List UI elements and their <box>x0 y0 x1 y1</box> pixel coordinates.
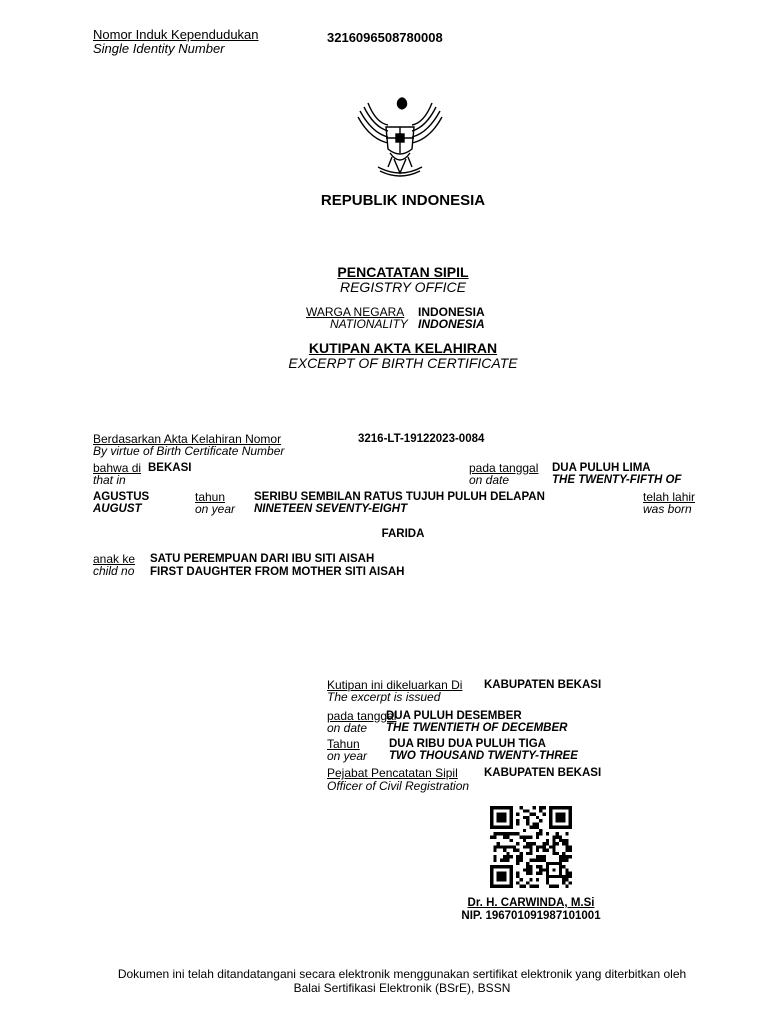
issued-date-value-en: THE TWENTIETH OF DECEMBER <box>386 722 568 734</box>
nationality-value: INDONESIA <box>418 305 485 319</box>
nik-value: 3216096508780008 <box>327 30 443 45</box>
issued-place-value: KABUPATEN BEKASI <box>484 679 602 691</box>
birth-day-value: DUA PULUH LIMA <box>552 462 651 474</box>
issued-year-value: DUA RIBU DUA PULUH TIGA <box>389 738 546 750</box>
birth-year-value-en: NINETEEN SEVENTY-EIGHT <box>254 503 408 515</box>
office-title: PENCATATAN SIPIL <box>337 264 469 280</box>
birth-day-value-en: THE TWENTY-FIFTH OF <box>552 474 682 486</box>
child-name: FARIDA <box>381 528 425 540</box>
birth-date-label-en: on date <box>469 473 510 487</box>
nationality-label: WARGA NEGARA <box>306 305 405 319</box>
birth-month-value-en: AUGUST <box>93 503 142 515</box>
place-label-en: that in <box>93 473 126 487</box>
nik-label: Nomor Induk Kependudukan <box>93 27 259 42</box>
act-number-value: 3216-LT-19122023-0084 <box>358 433 485 445</box>
issued-label-en: The excerpt is issued <box>327 690 441 704</box>
nationality-value-en: INDONESIA <box>418 317 485 331</box>
place-value: BEKASI <box>148 462 192 474</box>
child-order-value: SATU PEREMPUAN DARI IBU SITI AISAH <box>150 553 375 565</box>
officer-label-en: Officer of Civil Registration <box>327 779 470 793</box>
issued-date-label: pada tanggal <box>327 709 397 723</box>
issued-year-value-en: TWO THOUSAND TWENTY-THREE <box>389 750 578 762</box>
country-title: REPUBLIK INDONESIA <box>320 192 486 209</box>
nik-label-en: Single Identity Number <box>93 41 225 56</box>
act-number-label: Berdasarkan Akta Kelahiran Nomor <box>93 432 282 446</box>
issued-date-label-en: on date <box>327 721 368 735</box>
garuda-emblem-icon <box>350 93 450 183</box>
officer-label: Pejabat Pencatatan Sipil <box>327 766 458 780</box>
birth-month-value: AGUSTUS <box>93 491 150 503</box>
birth-date-label: pada tanggal <box>469 461 539 475</box>
birth-year-value: SERIBU SEMBILAN RATUS TUJUH PULUH DELAPAN <box>254 491 545 503</box>
birth-year-label-en: on year <box>195 502 236 516</box>
document-title-en: EXCERPT OF BIRTH CERTIFICATE <box>288 355 518 371</box>
place-label: bahwa di <box>93 461 142 475</box>
officer-place-value: KABUPATEN BEKASI <box>484 767 602 779</box>
footer-line-1: Dokumen ini telah ditandatangani secara elektronik menggunakan sertifikat elektronik yang diterbitkan oleh <box>117 967 687 981</box>
office-title-en: REGISTRY OFFICE <box>339 279 466 295</box>
born-label-en: was born <box>643 502 692 516</box>
act-number-label-en: By virtue of Birth Certificate Number <box>93 444 285 458</box>
signatory-nip: NIP. 196701091987101001 <box>461 910 601 922</box>
born-label: telah lahir <box>643 490 696 504</box>
signatory-name: Dr. H. CARWINDA, M.Si <box>467 897 595 909</box>
issued-date-value: DUA PULUH DESEMBER <box>386 710 522 722</box>
nationality-label-en: NATIONALITY <box>330 317 408 331</box>
issued-year-label-en: on year <box>327 749 368 763</box>
child-order-label: anak ke <box>93 552 136 566</box>
child-order-label-en: child no <box>93 564 135 578</box>
issued-label: Kutipan ini dikeluarkan Di <box>327 678 463 692</box>
footer-line-2: Balai Sertifikasi Elektronik (BSrE), BSSN <box>293 981 511 995</box>
birth-year-label: tahun <box>195 490 226 504</box>
qr-code-icon <box>490 806 572 888</box>
issued-year-label: Tahun <box>327 737 360 751</box>
document-title: KUTIPAN AKTA KELAHIRAN <box>308 340 498 356</box>
child-order-value-en: FIRST DAUGHTER FROM MOTHER SITI AISAH <box>150 566 405 578</box>
